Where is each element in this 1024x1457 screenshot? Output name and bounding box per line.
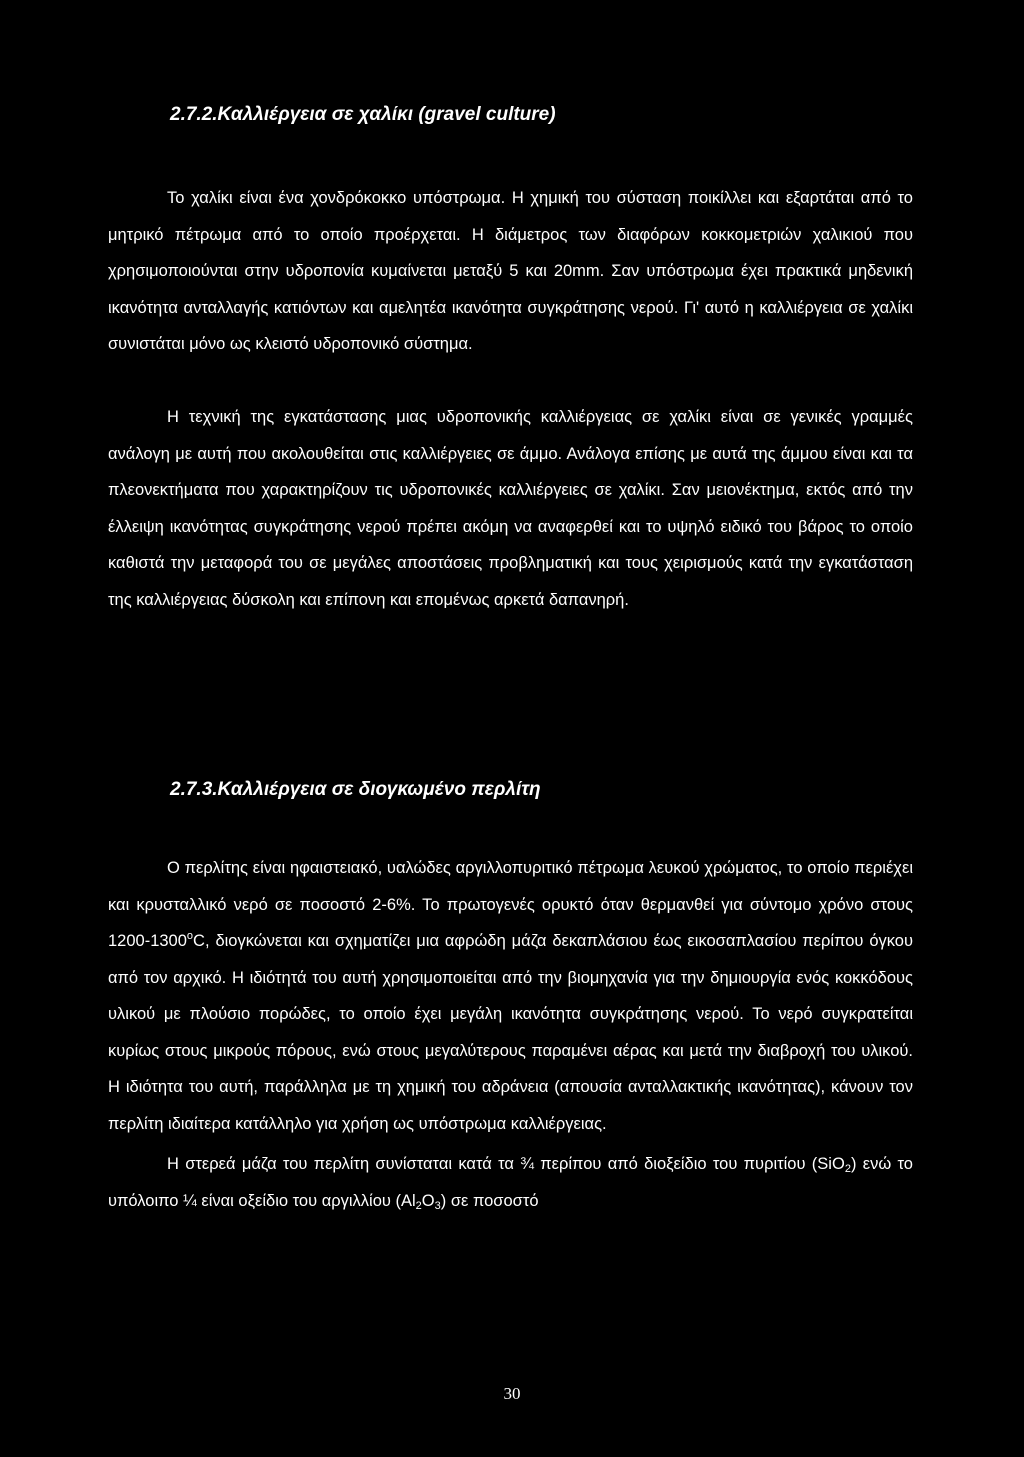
subscript: 2 <box>844 1163 851 1175</box>
section-number: 2.7.2. <box>170 104 218 125</box>
section-title: Καλλιέργεια σε χαλίκι (gravel culture) <box>217 104 556 125</box>
text-run: ) ενώ το υπόλοιπο ¼ είναι οξείδιο του αργιλλίου (Al <box>108 1155 913 1210</box>
paragraph-perlite-composition <box>108 1146 913 1219</box>
subscript: 2 <box>415 1199 422 1212</box>
text-run: Η στερεά μάζα του περλίτη συνίσταται κατά τα ¾ περίπου από διοξείδιο του πυριτίου (SiO <box>167 1155 845 1173</box>
section-number: 2.7.3. <box>170 779 218 800</box>
text-run: O <box>421 1191 435 1210</box>
paragraph-gravel-technique: Η τεχνική της εγκατάστασης μιας υδροπονικής καλλιέργειας σε χαλίκι είναι σε γενικές γραμμές ανάλογη με αυτή που ακολουθείται στις καλλιέργειες σε άμμο. Ανάλογα επίσης με αυτά της άμμου είναι και τα πλεονεκτήματα που χαρακτηρίζουν τις υδροπονικές καλλιέργειες σε χαλίκι. Σαν μειονέκτημα, εκτός από την έλλειψη ικανότητας συγκράτησης νερού πρέπει ακόμη να αναφερθεί και το υψηλό ειδικό του βάρος το οποίο καθιστά την μεταφορά του σε μεγάλες αποστάσεις προβληματική και τους χειρισμούς κατά την εγκατάσταση της καλλιέργειας δύσκολη και επίπονη και επομένως αρκετά δαπανηρή. <box>108 408 913 609</box>
paragraph-perlite-description <box>108 850 913 1142</box>
degree-symbol: o <box>186 930 194 942</box>
text-run: ) σε ποσοστό <box>440 1191 539 1210</box>
text-run: C, διογκώνεται και σχηματίζει μια αφρώδη μάζα δεκαπλάσιου έως εικοσαπλασίου περίπου όγκου από τον αρχικό. Η ιδιότητά του αυτή χρησιμοποιείται από την βιομηχανία για την δημιουργία ενός κοκκόδους υλικού με πλούσιο πορώδες, το οποίο έχει μεγάλη ικανότητα συγκράτησης νερού. Το νερό συγκρατείται κυρίως στους μικρούς πόρους, ενώ στους μεγαλύτερους παραμένει αέρας και μετά την διαβροχή του υλικού. Η ιδιότητα του αυτή, παράλληλα με τη χημική του αδράνεια (απουσία ανταλλακτικής ικανότητας), κάνουν τον περλίτη ιδιαίτερα κατάλληλο για χρήση ως υπόστρωμα καλλιέργειας. <box>108 932 913 1133</box>
section-heading-perlite <box>170 779 541 801</box>
page-number: 30 <box>503 1384 521 1403</box>
subscript: 3 <box>434 1199 441 1212</box>
text-run: Ο περλίτης είναι ηφαιστειακό, υαλώδες αργιλλοπυριτικό πέτρωμα λευκού χρώματος, το οποίο περιέχει και κρυσταλλικό νερό σε ποσοστό 2-6%. Το πρωτογενές ορυκτό όταν θερμανθεί για σύντομο χρόνο στους 1200-1300 <box>108 859 913 950</box>
paragraph-gravel-description: Το χαλίκι είναι ένα χονδρόκοκκο υπόστρωμα. Η χημική του σύσταση ποικίλλει και εξαρτάται από το μητρικό πέτρωμα από το οποίο προέρχεται. Η διάμετρος των διαφόρων κοκκομετριών χαλικιού που χρησιμοποιούνται στην υδροπονία κυμαίνεται μεταξύ 5 και 20mm. Σαν υπόστρωμα έχει πρακτικά μηδενική ικανότητα ανταλλαγής κατιόντων και αμελητέα ικανότητα συγκράτησης νερού. Γι' αυτό η καλλιέργεια σε χαλίκι συνιστάται μόνο ως κλειστό υδροπονικό σύστημα. <box>108 189 913 353</box>
section-title: Καλλιέργεια σε διογκωμένο περλίτη <box>217 779 541 800</box>
section-heading-gravel <box>170 104 556 126</box>
